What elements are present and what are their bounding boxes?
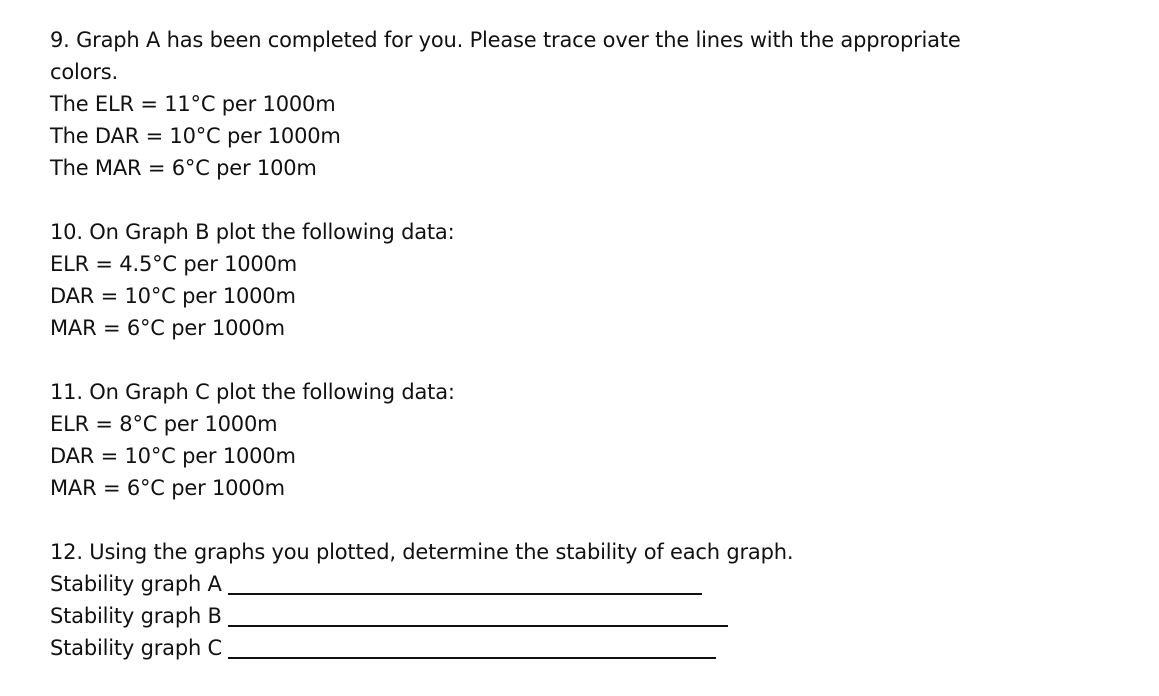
stability-blank-a[interactable] bbox=[228, 573, 702, 595]
stability-label-b: Stability graph B bbox=[50, 604, 222, 628]
question-9-text-line-2: colors. bbox=[50, 60, 118, 84]
question-10-dar: DAR = 10°C per 1000m bbox=[50, 284, 296, 308]
question-9-text-line-1: 9. Graph A has been completed for you. Please trace over the lines with the appropriate bbox=[50, 28, 961, 52]
stability-blank-b[interactable] bbox=[228, 605, 728, 627]
question-12-heading: 12. Using the graphs you plotted, determine the stability of each graph. bbox=[50, 540, 794, 564]
question-9-dar: The DAR = 10°C per 1000m bbox=[50, 124, 341, 148]
question-10-heading: 10. On Graph B plot the following data: bbox=[50, 220, 455, 244]
stability-blank-c[interactable] bbox=[228, 637, 716, 659]
question-11-mar: MAR = 6°C per 1000m bbox=[50, 476, 285, 500]
question-11 bbox=[50, 376, 1130, 504]
stability-label-c: Stability graph C bbox=[50, 636, 223, 660]
question-10 bbox=[50, 216, 1130, 344]
stability-answer-b bbox=[50, 600, 1130, 632]
question-9 bbox=[50, 24, 1130, 184]
question-11-dar: DAR = 10°C per 1000m bbox=[50, 444, 296, 468]
question-12 bbox=[50, 536, 1130, 664]
question-9-elr: The ELR = 11°C per 1000m bbox=[50, 92, 336, 116]
question-10-mar: MAR = 6°C per 1000m bbox=[50, 316, 285, 340]
question-10-elr: ELR = 4.5°C per 1000m bbox=[50, 252, 298, 276]
stability-answer-a bbox=[50, 568, 1130, 600]
question-11-elr: ELR = 8°C per 1000m bbox=[50, 412, 278, 436]
worksheet-page bbox=[50, 24, 1130, 664]
stability-answer-c bbox=[50, 632, 1130, 664]
question-9-mar: The MAR = 6°C per 100m bbox=[50, 156, 317, 180]
stability-label-a: Stability graph A bbox=[50, 572, 222, 596]
question-11-heading: 11. On Graph C plot the following data: bbox=[50, 380, 455, 404]
